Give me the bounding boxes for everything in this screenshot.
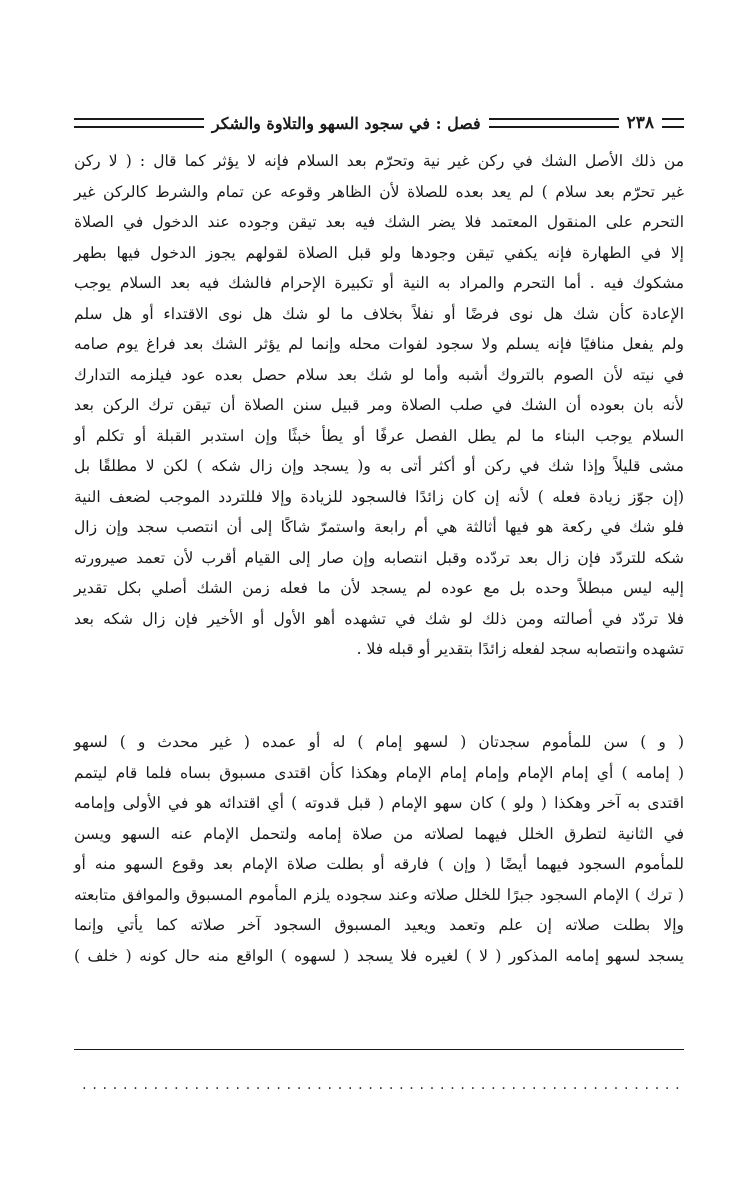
header-rule-left (74, 118, 204, 128)
paragraph-2 (74, 727, 684, 971)
text-line: إلا في الطهارة فإنه يكفي تيقن وجودها ولو قبل الصلاة لقولهم يجوز الدخول فيها بطهر (74, 243, 684, 262)
text-line: شكه للتردّد فإن زال بعد تردّده وقبل انتصابه وإن صار إلى القيام أقرب لأن تعمد صيرورته (74, 548, 684, 567)
page-number: ٢٣٨ (626, 113, 654, 133)
paragraph-1 (74, 146, 684, 665)
text-line: فلا تردّد في أصالته ومن ذلك لو شك في تشهده أهو الأول أو الأخير فإن زال شكه بعد (74, 609, 684, 628)
text-line: يسجد لسهو إمامه المذكور ( لا ) لغيره فلا يسجد ( لسهوه ) الواقع منه حال كونه ( خلف ) (74, 946, 684, 965)
footnote-dots: ........................................................... (80, 1078, 684, 1092)
text-line: ( ترك ) الإمام السجود جبرًا للخلل صلاته وعند سجوده يلزم المأموم المسبوق والموافق متابعته (74, 885, 684, 904)
footnote-separator (74, 1049, 684, 1050)
page-header (74, 108, 684, 138)
text-line: السلام يوجب البناء ما لم يطل الفصل عرفًا أو يطأ خبثًا وإن استدبر القبلة أو تكلم أو (74, 426, 684, 445)
text-line: إليه ليس مبطلاً وحده بل مع عوده لم يسجد لأن ما فعله زمن الشك أصلي بكل تقدير (74, 579, 684, 597)
text-line: وإلا بطلت صلاته إن علم وتعمد ويعيد المسبوق السجود آخر صلاته كما يأتي وإنما (74, 916, 684, 934)
text-line: مشى قليلاً وإذا شك في ركن أو أكثر أتى به و( يسجد وإن زال شكه ) لكن لا مطلقًا بل (74, 457, 684, 475)
header-rule-right (662, 118, 684, 128)
text-line: ولم يفعل منافيًا فإنه يسلم ولا سجود لفوات محله وإنما لم يؤثر الشك بعد فراغ يوم صامه (74, 335, 684, 353)
text-line: تشهده وانتصابه سجد لفعله زائدًا بتقدير أو قبله فلا . (356, 640, 684, 658)
text-line: التحرم على المنقول المعتمد فلا يضر الشك فيه بعد تيقن وجوده عند الدخول في الصلاة (74, 213, 684, 231)
text-line: ( إمامه ) أي إمام الإمام وإمام إمام الإمام وهكذا كأن اقتدى مسبوق بساه فلما قام ليتمم (74, 763, 684, 782)
text-line: في نيته لأن الصوم بالتروك أشبه وأما لو شك بعد سلام حصل بعده عود فيلزمه التدارك (74, 365, 684, 384)
text-line: لأنه بان بعوده أن الشك في صلب الصلاة ومر قبيل سنن الصلاة أن تيقن ترك الركن بعد (74, 396, 684, 414)
text-line: (إن جوّز زيادة فعله ) لأنه إن كان زائدًا فالسجود للزيادة وإلا فللتردد الموجب لضعف النية (74, 487, 684, 506)
text-line: فلو شك في ركعة هو فيها أثالثة هي أم رابعة واستمرّ شاكًا إلى أن انتصب سجد وإن زال (74, 518, 684, 536)
text-line: في الثانية لتطرق الخلل فيهما لصلاته من صلاة إمامه ولتحمل الإمام عنه السهو ويسن (74, 824, 684, 843)
header-rule-middle (489, 118, 619, 128)
text-line: من ذلك الأصل الشك في ركن غير نية وتحرّم بعد السلام فإنه لا يؤثر كما قال : ( لا ركن (74, 152, 684, 170)
text-line: مشكوك فيه . أما التحرم والمراد به النية أو تكبيرة الإحرام فالشك فيه بعد السلام يوجب (74, 274, 684, 292)
text-line: للمأموم السجود فيهما أيضًا ( وإن ) فارقه أو بطلت صلاة الإمام بعد وقوع السهو منه أو (74, 855, 684, 873)
text-line: ( و ) سن للمأموم سجدتان ( لسهو إمام ) له أو عمده ( غير محدث و ) لسهو (74, 733, 684, 751)
text-line: غير تحرّم بعد سلام ) لم يعد بعده للصلاة لأن الظاهر وقوعه عن تمام والشرط كالركن غير (74, 182, 684, 201)
page-title: فصل : في سجود السهو والتلاوة والشكر (211, 113, 481, 133)
text-line: اقتدى به آخر وهكذا ( ولو ) كان سهو الإمام ( قبل قدوته ) أي اقتدائه هو في الأولى وإمامه (74, 794, 684, 812)
text-line: الإعادة كأن شك هل نوى فرضًا أو نفلاً بخلاف ما لو شك هل نوى الاقتداء أو هل سلم (74, 304, 684, 323)
